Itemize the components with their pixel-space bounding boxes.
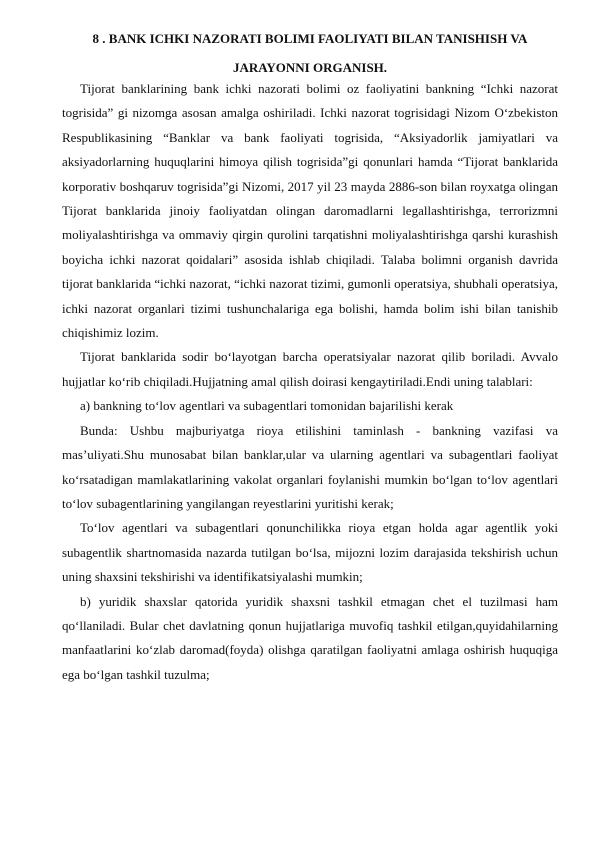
list-item-a: a) bankning to‘lov agentlari va subagentlari tomonidan bajarilishi kerak <box>80 398 454 414</box>
paragraph: To‘lov agentlari va subagentlari qonunchilikka rioya etgan holda agar agentlik yoki subagentlik shartnomasida nazarda tutilgan bo‘lsa, mijozni lozim darajasida tekshirish uchun uning shaxsini tekshirishi va identifikatsiyalashi mumkin; <box>62 520 558 585</box>
paragraph: Tijorat banklarida sodir bo‘layotgan barcha operatsiyalar nazorat qilib boriladi. Avvalo hujjatlar ko‘rib chiqiladi.Hujjatning amal qilish doirasi kengaytiriladi.Endi uning talablari: <box>62 349 558 389</box>
paragraph: Tijorat banklarining bank ichki nazorati bolimi oz faoliyatini bankning “Ichki nazorat togrisida” gi nizomga asosan amalga oshiriladi. Ichki nazorat togrisidagi Nizom O‘zbekiston Respublikasining “Banklar va bank faoliyati togrisida, “Aksiyadorlik jamiyatlari va aksiyadorlarning huquqlarini himoya qilish togrisida”gi qonunlari hamda “Tijorat banklarida korporativ boshqaruv togrisida”gi Nizomi, 2017 yil 23 mayda 2886-son bilan royxatga olingan Tijorat banklarida jinoiy faoliyatdan olingan daromadlarni legallashtirishga, terrorizmni moliyalashtirishga va ommaviy qirgin qurolini tarqatishni moliyalashtirishga qarshi kurashish boyicha ichki nazorat qoidalari” asosida ishlab chiqiladi. Talaba bolimni organish davrida tijorat banklarida “ichki nazorat, “ichki nazorat tizimi, gumonli operatsiya, shubhali operatsiya, ichki nazorat organlari tizimi tushunchalariga ega bolishi, hamda bolim ishi bilan tanishib chiqishimiz lozim. <box>62 81 558 341</box>
document-body <box>62 77 558 687</box>
list-item-b: b) yuridik shaxslar qatorida yuridik shaxsni tashkil etmagan chet el tuzilmasi ham qo‘llaniladi. Bular chet davlatning qonun hujjatlariga muvofiq tashkil etilgan,quyidahilarning manfaatlarini ko‘zlab daromad(foyda) olishga qaratilgan faoliyatni amlaga oshirish huquqiga ega bo‘lgan tashkil tuzulma; <box>62 593 558 682</box>
section-title: 8 . BANK ICHKI NAZORATI BOLIMI FAOLIYATI BILAN TANISHISH VA JARAYONNI ORGANISH. <box>92 31 528 75</box>
paragraph: Bunda: Ushbu majburiyatga rioya etilishini taminlash - bankning vazifasi va mas’uliyati.Shu munosabat bilan banklar,ular va ularning agentlari va subagentlari faoliyat ko‘rsatadigan mamlakatlarining vakolat organlari foylanishi mumkin bo‘lgan to‘lov agentlari to‘lov subagentlarining yangilangan reyestlarini yuritishi kerak; <box>62 422 558 511</box>
